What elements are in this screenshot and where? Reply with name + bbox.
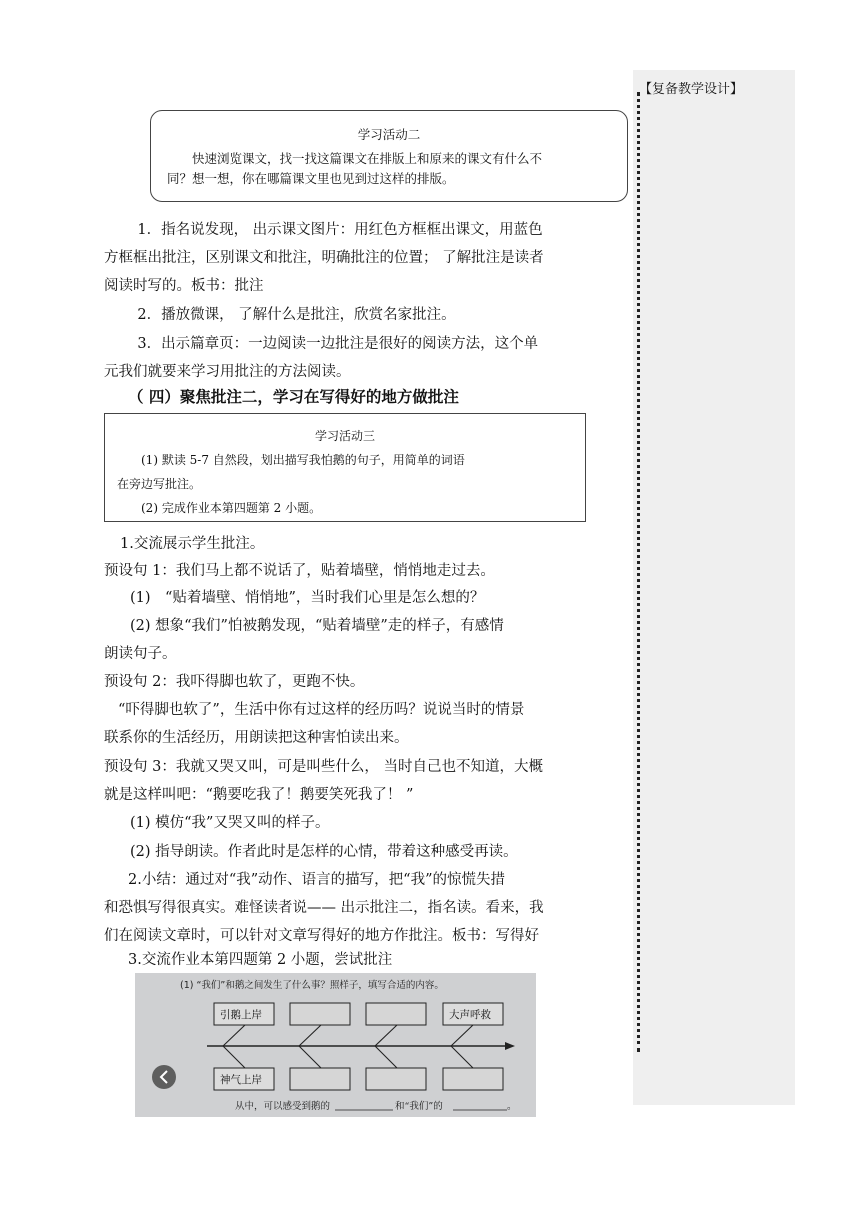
text-line: (1) 模仿“我”又哭又叫的样子。	[130, 815, 330, 831]
text-line: 就是这样叫吧：“鹅要吃我了！鹅要笑死我了！ ”	[104, 787, 414, 803]
branch-line	[299, 1025, 321, 1046]
activity-three-line-1: (1) 默读 5-7 自然段，划出描写我怕鹅的句子，用简单的词语	[141, 453, 465, 467]
branch-line	[451, 1046, 473, 1068]
top-box-4-label: 大声呼救	[449, 1009, 491, 1021]
text-line: (2) 指导朗读。作者此时是怎样的心情，带着这种感受再读。	[130, 844, 518, 860]
dotted-divider	[637, 92, 640, 1052]
arrow-head	[505, 1042, 515, 1050]
back-button[interactable]	[152, 1065, 176, 1089]
activity-two-line-1: 快速浏览课文，找一找这篇课文在排版上和原来的课文有什么不	[192, 151, 543, 166]
bottom-box-2	[290, 1068, 350, 1090]
text-line: 元我们就要来学习用批注的方法阅读。	[104, 364, 351, 380]
text-line: 1．指名说发现， 出示课文图片：用红色方框框出课文，用蓝色	[137, 222, 543, 238]
branch-line	[375, 1046, 397, 1068]
text-line: 方框框出批注，区别课文和批注，明确批注的位置； 了解批注是读者	[104, 250, 544, 266]
text-line: (1) “贴着墙壁、悄悄地”，当时我们心里是怎么想的？	[130, 590, 485, 606]
text-line: 朗读句子。	[104, 646, 177, 662]
top-box-2	[290, 1003, 350, 1025]
worksheet-footer-a: 从中，可以感受到鹅的	[235, 1101, 331, 1112]
worksheet-photo	[135, 973, 536, 1117]
text-line: 预设句 3：我就又哭又叫，可是叫些什么， 当时自己也不知道，大概	[104, 759, 543, 775]
branch-line	[223, 1046, 245, 1068]
text-line: 2．播放微课， 了解什么是批注，欣赏名家批注。	[137, 307, 456, 323]
sidebar-title: 【复备教学设计】	[639, 82, 744, 97]
text-line: 阅读时写的。板书：批注	[104, 278, 264, 294]
worksheet-footer-b: 和“我们”的	[395, 1101, 443, 1112]
top-box-1-label: 引鹅上岸	[220, 1009, 262, 1021]
text-line: 2.小结：通过对“我”动作、语言的描写，把“我”的惊慌失措	[128, 872, 505, 888]
activity-two-title: 学习活动二	[357, 127, 421, 142]
bottom-box-3	[366, 1068, 426, 1090]
text-line: 预设句 1：我们马上都不说话了，贴着墙壁，悄悄地走过去。	[104, 563, 495, 579]
activity-three-line-3: (2) 完成作业本第四题第 2 小题。	[141, 501, 322, 515]
text-line: 3.交流作业本第四题第 2 小题，尝试批注	[128, 952, 393, 968]
branch-line	[299, 1046, 321, 1068]
text-line: 1.交流展示学生批注。	[120, 536, 265, 552]
text-line: 们在阅读文章时，可以针对文章写得好的地方作批注。板书：写得好	[104, 928, 539, 944]
branch-line	[375, 1025, 397, 1046]
activity-two-box	[150, 110, 628, 202]
text-line: (2) 想象“我们”怕被鹅发现，“贴着墙壁”走的样子，有感情	[130, 618, 504, 634]
activity-three-line-2: 在旁边写批注。	[117, 477, 202, 491]
worksheet-footer-end: 。	[507, 1101, 517, 1112]
activity-three-box	[104, 413, 586, 522]
text-line: “吓得脚也软了”，生活中你有过这样的经历吗？说说当时的情景	[118, 702, 525, 718]
text-line: 联系你的生活经历，用朗读把这种害怕读出来。	[104, 730, 409, 746]
branch-line	[223, 1025, 245, 1046]
worksheet-question: (1) “我们”和鹅之间发生了什么事？照样子，填写合适的内容。	[180, 980, 444, 991]
bottom-box-4	[443, 1068, 503, 1090]
text-line: 预设句 2：我吓得脚也软了，更跑不快。	[104, 674, 365, 690]
branch-line	[451, 1025, 473, 1046]
section-heading: （ 四）聚焦批注二，学习在写得好的地方做批注	[128, 388, 459, 406]
activity-two-line-2: 同？想一想，你在哪篇课文里也见到过这样的排版。	[167, 171, 455, 186]
fishbone-diagram	[135, 973, 536, 1117]
lesson-notes-sidebar	[633, 70, 795, 1105]
activity-three-title: 学习活动三	[314, 429, 375, 443]
text-line: 和恐惧写得很真实。难怪读者说—— 出示批注二，指名读。看来，我	[104, 900, 544, 916]
bottom-box-1-label: 神气上岸	[220, 1074, 262, 1086]
top-box-3	[366, 1003, 426, 1025]
text-line: 3．出示篇章页：一边阅读一边批注是很好的阅读方法，这个单	[137, 336, 539, 352]
